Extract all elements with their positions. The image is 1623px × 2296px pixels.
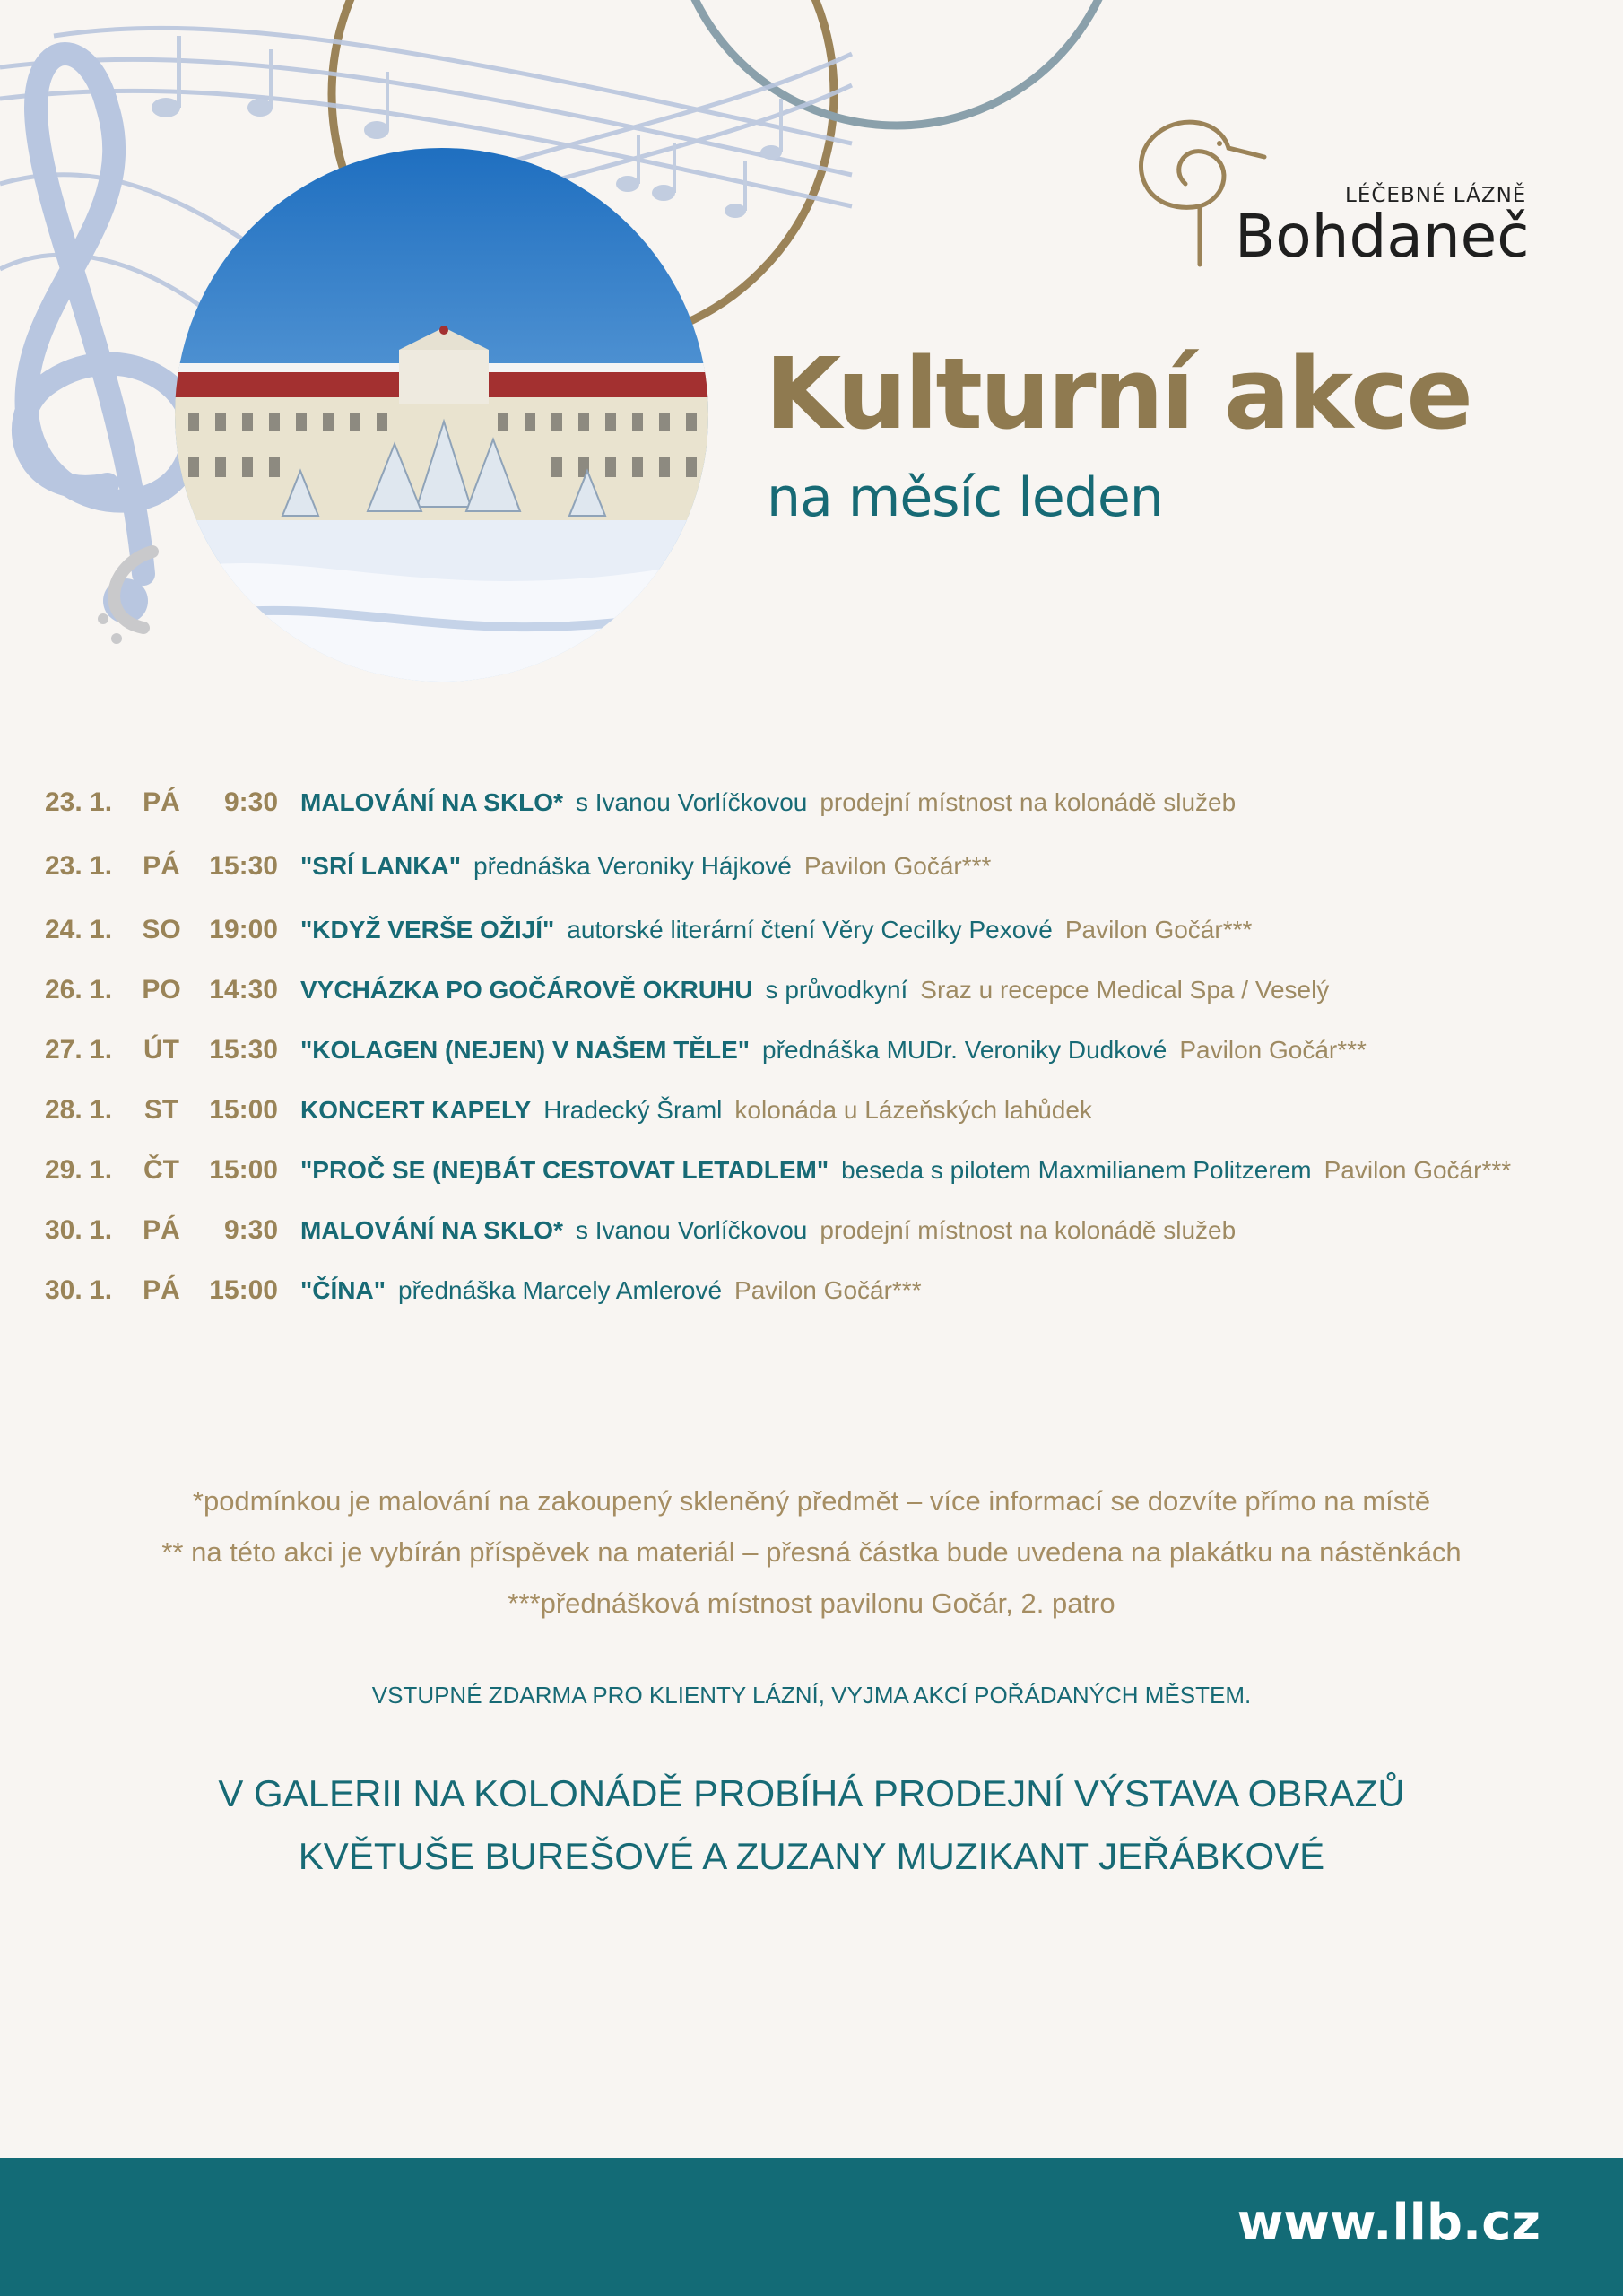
exhibition-announcement [0,1762,1623,1888]
footer-bar [0,2158,1623,2296]
event-title: KONCERT KAPELY [300,1096,532,1124]
event-title: "KDYŽ VERŠE OŽIJÍ" [300,916,555,944]
event-row [0,1028,1623,1073]
event-day: PÁ [143,851,180,881]
event-host: s Ivanou Vorlíčkovou [575,1216,808,1244]
bohdanec-logo [1130,117,1542,278]
footnotes [0,1475,1623,1629]
event-day: PÁ [143,787,180,817]
event-date: 24. 1. [45,915,113,944]
event-location: prodejní místnost na kolonádě služeb [820,1216,1237,1244]
event-location: kolonáda u Lázeňských lahůdek [734,1096,1092,1124]
event-date: 29. 1. [45,1155,113,1185]
event-date: 30. 1. [45,1215,113,1245]
event-host: autorské literární čtení Věry Cecilky Pexové [567,916,1053,944]
event-location: Sraz u recepce Medical Spa / Veselý [920,976,1330,1004]
free-entry-note: VSTUPNÉ ZDARMA PRO KLIENTY LÁZNÍ, VYJMA AKCÍ POŘÁDANÝCH MĚSTEM. [371,1682,1252,1709]
event-host: beseda s pilotem Maxmilianem Politzerem [841,1156,1312,1184]
event-host: přednáška Veroniky Hájkové [473,852,792,880]
event-day: PÁ [143,1275,180,1305]
event-title: "ČÍNA" [300,1276,386,1304]
event-title: "SRÍ LANKA" [300,852,461,880]
event-title: "PROČ SE (NE)BÁT CESTOVAT LETADLEM" [300,1156,829,1184]
brand-name: Bohdaneč [1235,202,1530,271]
exhibition-line: KVĚTUŠE BUREŠOVÉ A ZUZANY MUZIKANT JEŘÁBKOVÉ [298,1835,1325,1877]
spa-building-photo [175,148,708,682]
event-title: VYCHÁZKA PO GOČÁROVĚ OKRUHU [300,976,753,1004]
event-location: Pavilon Gočár*** [1179,1036,1367,1064]
event-title: MALOVÁNÍ NA SKLO* [300,1216,563,1244]
event-row [0,908,1623,952]
event-row [0,844,1623,889]
event-host: přednáška Marcely Amlerové [398,1276,723,1304]
footnote: ***přednášková místnost pavilonu Gočár, 2. patro [508,1587,1115,1619]
event-time: 15:00 [209,1155,278,1185]
event-row [0,968,1623,1013]
event-host: přednáška MUDr. Veroniky Dudkové [762,1036,1167,1064]
event-day: ÚT [143,1035,179,1065]
page-subtitle: na měsíc leden [767,466,1163,529]
footnote: *podmínkou je malování na zakoupený skleněný předmět – více informací se dozvíte přímo na místě [192,1485,1431,1517]
event-day: PÁ [143,1215,180,1245]
event-time: 9:30 [223,1215,278,1245]
footnote: ** na této akci je vybírán příspěvek na materiál – přesná částka bude uvedena na plakátku na nástěnkách [161,1536,1462,1568]
event-title: MALOVÁNÍ NA SKLO* [300,788,563,816]
website-link[interactable]: www.llb.cz [1237,2194,1541,2252]
event-location: Pavilon Gočár*** [734,1276,922,1304]
event-row [0,1268,1623,1313]
event-host: s Ivanou Vorlíčkovou [575,788,808,816]
event-date: 27. 1. [45,1035,113,1065]
event-day: ST [143,1095,179,1125]
event-time: 15:30 [209,851,278,881]
event-date: 23. 1. [45,787,113,817]
event-date: 26. 1. [45,975,113,1004]
event-time: 15:00 [209,1095,278,1125]
event-date: 28. 1. [45,1095,113,1125]
event-location: Pavilon Gočár*** [803,852,992,880]
event-row [0,780,1623,825]
exhibition-line: V GALERII NA KOLONÁDĚ PROBÍHÁ PRODEJNÍ VÝSTAVA OBRAZŮ [218,1772,1405,1814]
event-day: PO [142,975,181,1004]
event-row [0,1088,1623,1133]
event-location: Pavilon Gočár*** [1064,916,1253,944]
event-time: 14:30 [209,975,278,1004]
event-title: "KOLAGEN (NEJEN) V NAŠEM TĚLE" [300,1036,751,1064]
event-date: 30. 1. [45,1275,113,1305]
event-time: 15:30 [209,1035,278,1065]
event-time: 15:00 [209,1275,278,1305]
brand-subtitle: LÉČEBNÉ LÁZNĚ [1345,184,1527,207]
event-row [0,1148,1623,1193]
event-location: prodejní místnost na kolonádě služeb [820,788,1237,816]
event-date: 23. 1. [45,851,113,881]
event-host: Hradecký Šraml [543,1096,723,1124]
event-day: SO [142,915,181,944]
event-row [0,1208,1623,1253]
event-time: 19:00 [209,915,278,944]
event-host: s průvodkyní [765,976,908,1004]
event-day: ČT [143,1155,179,1185]
page-title: Kulturní akce [765,336,1471,451]
event-location: Pavilon Gočár*** [1324,1156,1512,1184]
event-time: 9:30 [223,787,278,817]
